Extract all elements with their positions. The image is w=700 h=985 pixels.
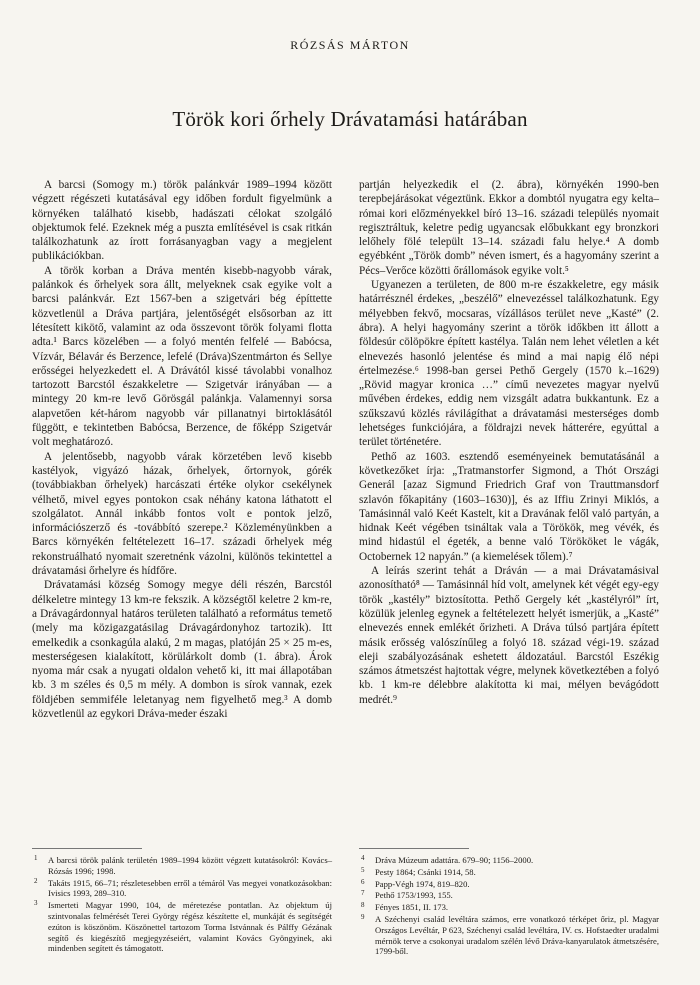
footnote-text: Pesty 1864; Csánki 1914, 58. <box>375 866 476 877</box>
article-title: Török kori őrhely Drávatamási határában <box>172 107 528 131</box>
footnote-text: Takáts 1915, 66–71; részletesebben erről a témáról Vas megyei vonatkozásokban: Ivisics 1993, 289–310. <box>48 877 332 899</box>
footnote <box>359 914 659 957</box>
footnote <box>359 879 659 890</box>
footnote-number: 9 <box>361 912 365 921</box>
footnote <box>32 855 332 877</box>
paragraph: Pethő az 1603. esztendő eseményeinek bemutatásánál a következőket írja: „Tratmanstorfer Sigmond, a Thót Országi Generál [azaz Sigmund Friedrich Graf von Trauttmansdorf szlavón főkapitány (1603–1630)], és az Iffiu Zrinyi Miklós, a Tamásinnál való Keét Kastelt, kit a Dravának felől való partyán, a hidnak Keét végében tsináltak vala a Törökök, meg vévék, és mind hidastúl el égeték, a benne való Törököket le vágák, Octobernek 12 napyán.” (a kiemelések tőlem).⁷ <box>359 450 659 563</box>
footnote-text: Dráva Múzeum adattára. 679–90; 1156–2000. <box>375 855 534 865</box>
footnote-number: 4 <box>361 854 365 862</box>
footnote-rule <box>32 848 142 849</box>
footnote-number: 8 <box>361 901 365 910</box>
footnote <box>359 867 659 878</box>
footnote-number: 7 <box>361 889 365 898</box>
footnote <box>32 900 332 954</box>
footnote-text: Pethő 1753/1993, 155. <box>375 890 453 901</box>
footnote <box>359 890 659 901</box>
paragraph: Ugyanezen a területen, de 800 m-re északkeletre, egy másik határrésznél érdekes, „beszélő” elnevezéssel találkozhatunk. Egy mélyebben fekvő, mocsaras, vízállásos terület neve „Kasté” (2. ábra). A helyi hagyomány szerint a török időkben itt állott a földesúr cölöpökre épített kastélya. Talán nem lehet véletlen a két elnevezés hasonló jelentése és mind a mai napig élő népi értelmezése.⁶ 1998-ban gersei Pethő Gergely (1570 k.–1629) „Rövid magyar kronica …” című nevezetes magyar nyelvű művében érdekes, eddig nem vizsgált adatra bukkantunk. Ez a szűkszavú közlés rávilágíthat a drávatamási mesterséges domb lehetséges funkciójára, a földrajzi nevek hátterére, egyúttal a terület történetére. <box>359 279 659 449</box>
running-header-author: RÓZSÁS MÁRTON <box>290 38 410 52</box>
footnote-number: 1 <box>34 854 38 862</box>
left-column <box>32 178 332 721</box>
footnote <box>359 902 659 913</box>
paragraph: partján helyezkedik el (2. ábra), környékén 1990-ben terepbejárásokat végeztünk. Ekkor a dombtól nyugatra egy kelta–római kori előzményekkel bíró 13–16. századi település nyomait regisztráltuk, keletre pedig ugyancsak előbukkant egy bronzkori lelőhely fölé települt 13–14. századi falu helye.⁴ A domb egyébként „Török domb” néven ismert, és a hagyomány szerint a Pécs–Verőce közötti őrállomások egyike volt.⁵ <box>359 179 659 277</box>
paragraph: A török korban a Dráva mentén kisebb-nagyobb várak, palánkok és őrhelyek sora állt, melyeknek csak egyike volt a barcsi palánkvár. Ezt 1567-ben a szigetvári bég építtette közvetlenül a Dráva partjára, jelentőségét elsősorban az itt létesített kikötő, valamint az oda összevont török folyami flotta adta.¹ Barcs közelében — a folyó mentén felfelé — Babócsa, Vízvár, Bélavár és Berzence, lefelé (Dráva)Szentmárton és Sellye erősségei helyezkedett el. A Drávától kissé távolabbi vonalhoz tartozott Barcstól északkeletre — Szigetvár irányában — a mintegy 20 km-re levő Görösgál palánkja. Valamennyi sorsa alapvetően két-három nagyobb vár pillanatnyi birtoklásától függött, e tekintetben Babócsa, Berzence, de főképp Szigetvár volt meghatározó. <box>32 264 332 449</box>
footnote-number: 2 <box>34 876 38 885</box>
footnote-text: Papp-Végh 1974, 819–820. <box>375 878 470 889</box>
paragraph: Drávatamási község Somogy megye déli részén, Barcstól délkeletre mintegy 13 km-re fekszik. A községtől keletre 2 km-re, a Drávagárdonnyal határos területen található a református temető (mely ma közigazgatásilag Drávagárdonyhoz tartozik). Itt emelkedik a csonkagúla alakú, 2 m magas, platóján 25 × 25 m-es, mesterségesen kialakított, körülárkolt domb (1. ábra). Árok nyoma már csak a nyugati oldalon vehető ki, itt mai állapotában kb. 3 m széles és 0,5 m mély. A dombon is sírok vannak, ezek földjében semmiféle leletanyag nem figyelhető meg.³ A domb közvetlenül az egykori Dráva-meder északi <box>32 579 332 720</box>
footnote-text: A Széchenyi család levéltára számos, erre vonatkozó térképet őriz, pl. Magyar Országos Levéltár, P 623, Széchenyi család levéltára, IV. cs. Hofstaedter uradalmi mérnök terve a csokonyai uradalom szélén lévő Dráva-kanyarulatok átmetszésére, 1799-ből. <box>375 913 659 957</box>
paragraph: A leírás szerint tehát a Dráván — a mai Drávatamásival azonosítható⁸ — Tamásinnál híd volt, amelynek két végét egy-egy török „kastély” biztosította. Pethő Gergely két „kastélyról” írt, közülük jelenleg egynek a feltételezett helyét ismerjük, a „Kasté” elnevezés ennek emlékét őrizheti. A Dráva túlsó partjára épített másik erősség valószínűleg a folyó 18. század végi-19. század eleji szabályozásának eshetett áldozatául. Barcstól Eszékig számos átmetszést hajtottak végre, melynek következtében a folyó kb. 1 km-re délebbre alakította ki mai, mélyen bevágódott medrét.⁹ <box>359 565 659 706</box>
footnotes-left <box>32 855 332 955</box>
footnotes-right <box>359 855 659 958</box>
footnote <box>359 855 659 866</box>
footnote-number: 3 <box>34 899 38 908</box>
footnote-rule <box>359 848 469 849</box>
paragraph: A jelentősebb, nagyobb várak körzetében levő kisebb kastélyok, vigyázó házak, őrhelyek, őrtornyok, górék (továbbiakban őrhelyek) harcászati értéke olykor csekélynek vélhető, mivel egyes pontokon csak néhány katona láthatott el szolgálatot. Annál inkább fontos volt e pontok jelző, információszerző és -továbbító szerepe.² Közleményünkben a Barcs környékén feltételezett 16–17. századi őrhelyek még rekonstruálható nyomait szeretnénk vázolni, különös tekintettel a drávatamási őrhelyre és hídfőre. <box>32 450 332 578</box>
footnote-number: 6 <box>361 877 365 886</box>
footnote-text: Fényes 1851, II. 173. <box>375 902 449 913</box>
paragraph: A barcsi (Somogy m.) török palánkvár 1989–1994 között végzett régészeti kutatásával egy időben fordult figyelmünk a környéken található kisebb, hadászati célokat szolgáló objektumok felé. Ezeknek még a puszta említésével is csak ritkán találkozhatunk az írott forrásanyagban vagy a megjelent publikációkban. <box>32 179 332 263</box>
footnote <box>32 878 332 900</box>
footnote-number: 5 <box>361 865 365 874</box>
footnote-text: A barcsi török palánk területén 1989–1994 között végzett kutatásokról: Kovács–Rózsás 1996; 1998. <box>48 855 332 876</box>
right-column <box>359 178 659 707</box>
footnote-text: Ismerteti Magyar 1990, 104, de méretezése pontatlan. Az objektum új szintvonalas felmérését Terei György régész készítette el, munkáját és segítségét ezúton is köszönöm. Köszönettel tartozom Torma Istvánnak és Pálffy Gézának segítő és kiegészítő megjegyzéseiért, valamint Kovács Gyöngyinek, aki mindenben segített és támogatott. <box>48 900 332 954</box>
